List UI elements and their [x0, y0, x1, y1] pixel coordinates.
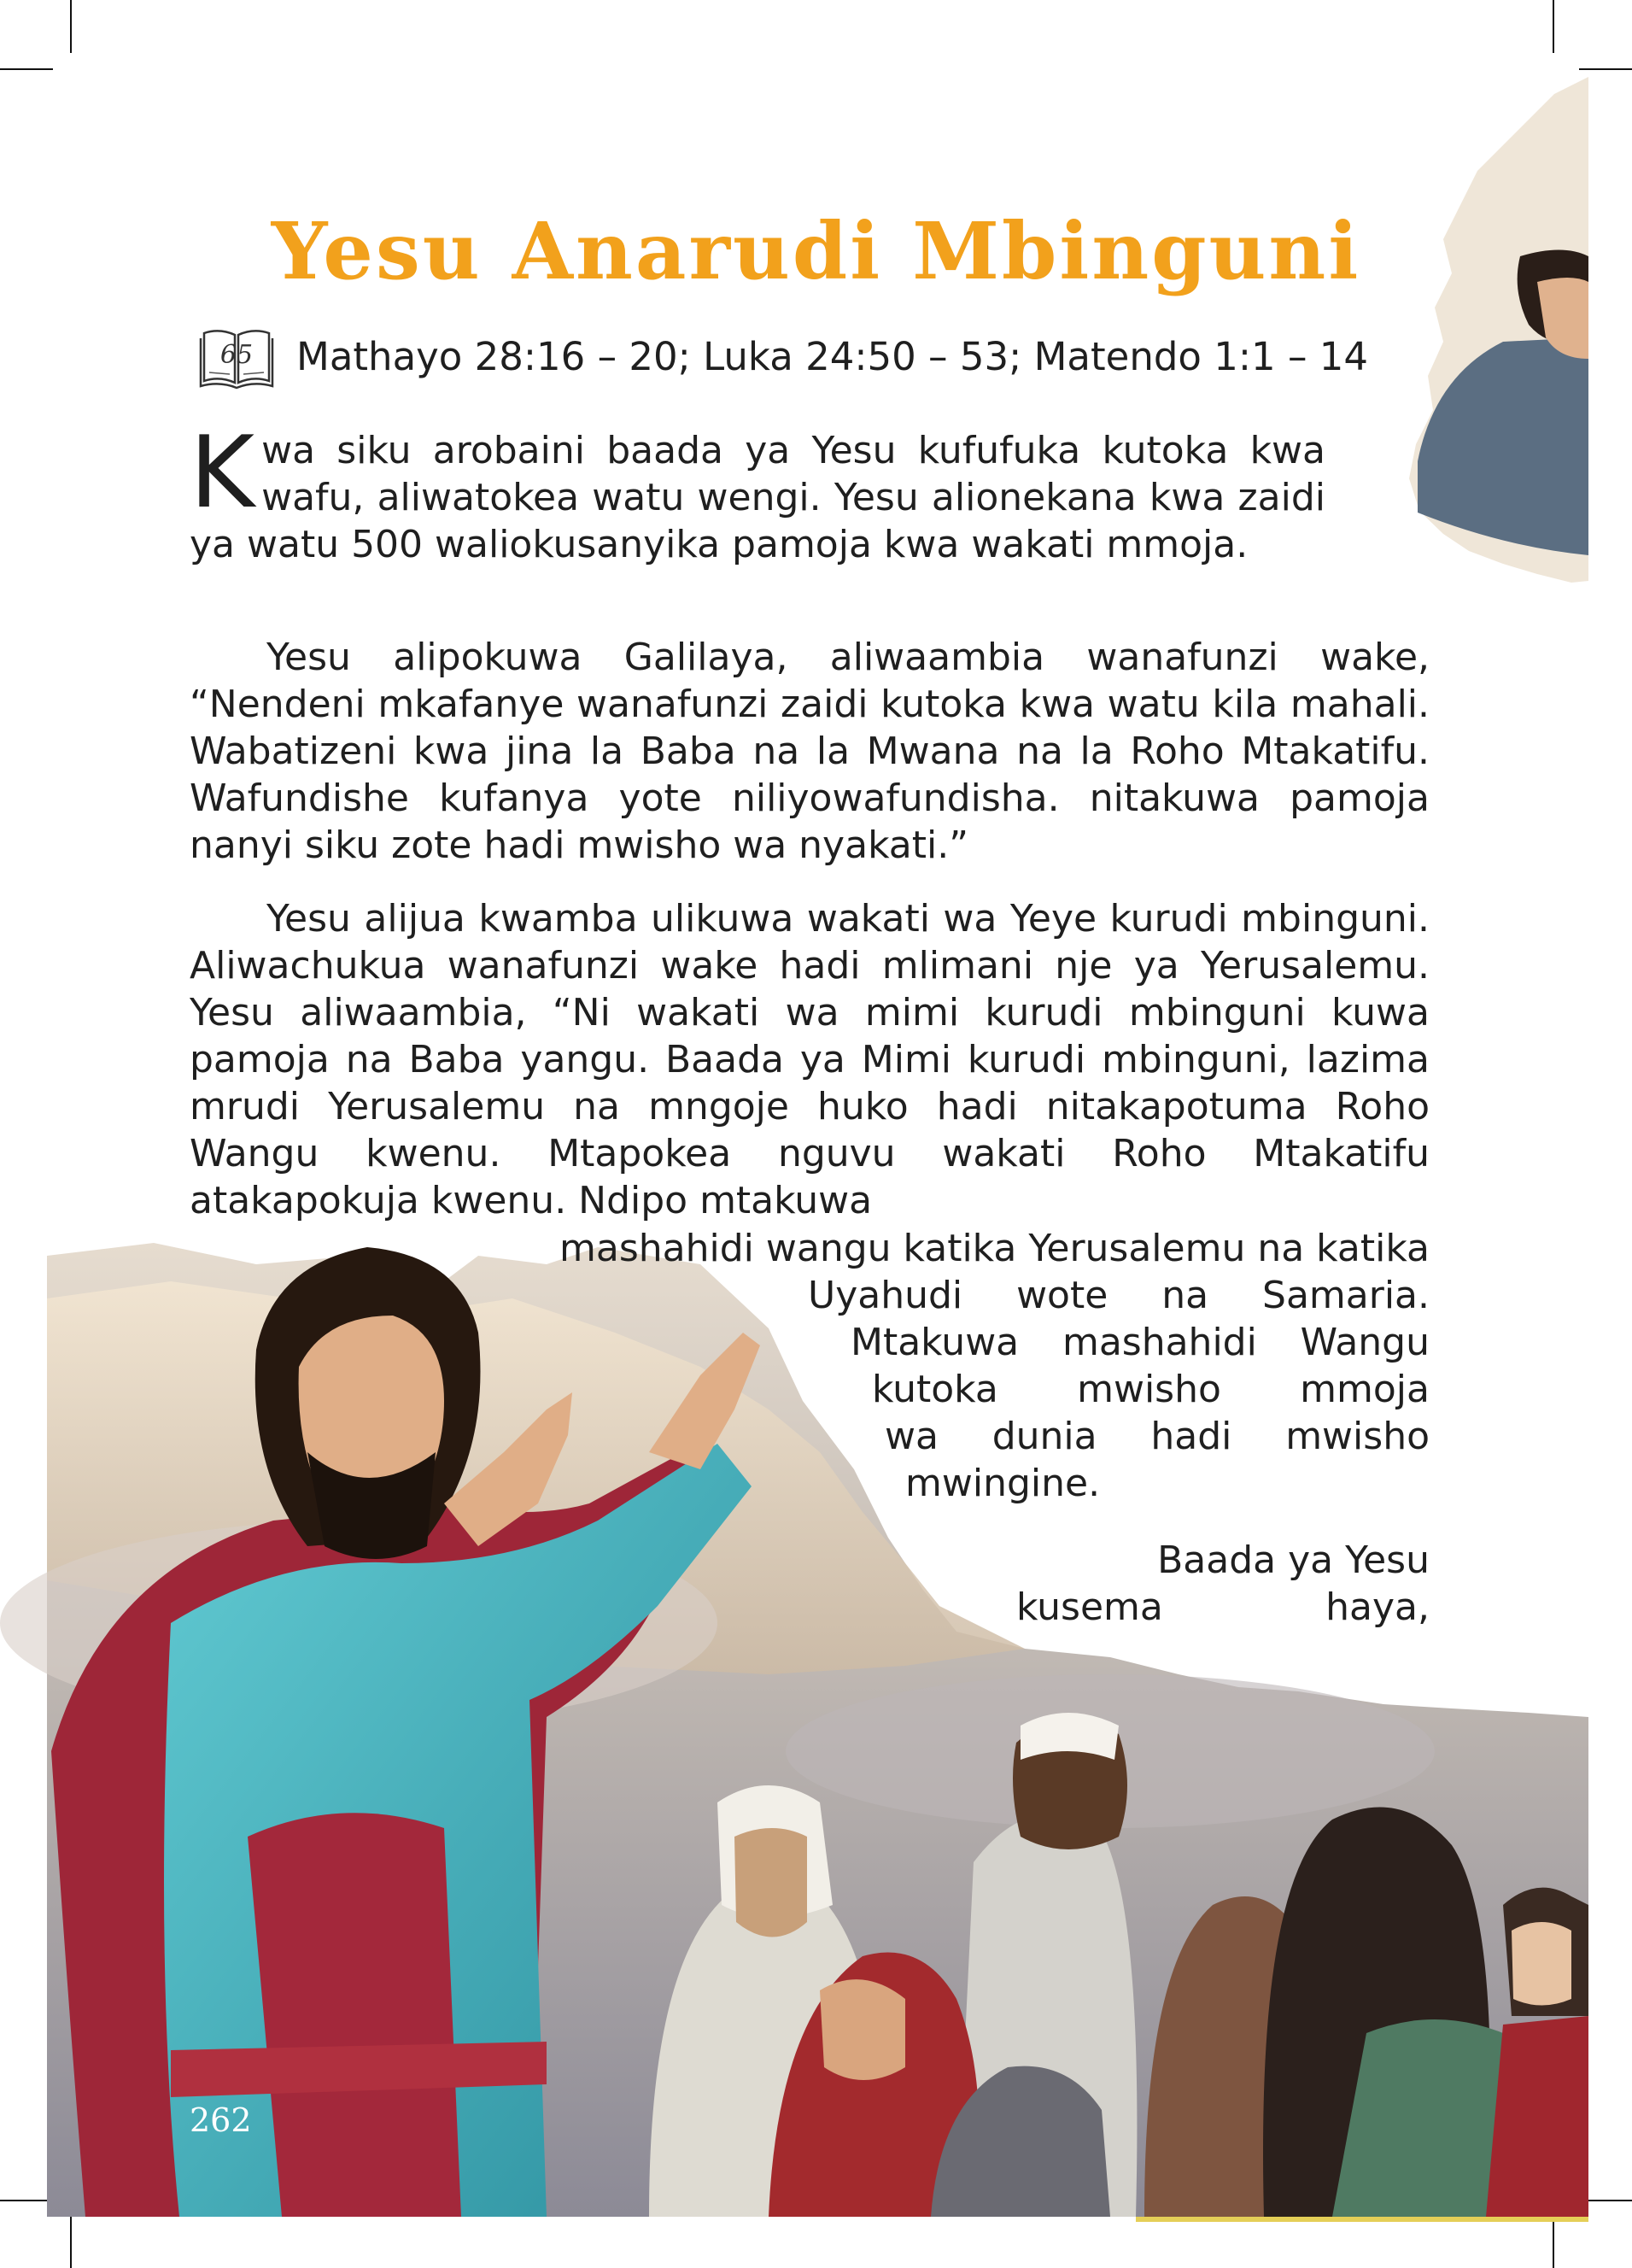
- paragraph-3-line: Uyahudi wote na Samaria.: [808, 1274, 1430, 1317]
- paragraph-3-line: kutoka mwisho mmoja: [872, 1368, 1430, 1411]
- page-number: 262: [190, 2101, 252, 2139]
- drop-cap: K: [190, 415, 255, 530]
- scripture-reference: [199, 320, 1368, 393]
- paragraph-4-line: Baada ya Yesu: [1157, 1538, 1430, 1582]
- paragraph-3-line: wa dunia hadi mwisho: [885, 1415, 1430, 1458]
- paragraph-3-line: Mtakuwa mashahidi Wangu: [851, 1321, 1430, 1364]
- paragraph-3: Yesu alijua kwamba ulikuwa wakati wa Yeye kurudi mbinguni. Aliwachukua wanafunzi wake hadi mlimani nje ya Yerusalemu. Yesu aliwaambia, “Ni wakati wa mimi kurudi mbinguni kuwa pamoja na Baba yangu. Baada ya Mimi kurudi mbinguni, lazima mrudi Yerusalemu na mngoje huko hadi nitakapotuma Roho Wangu kwenu. Mtapokea nguvu wakati Roho Mtakatifu atakapokuja kwenu. Ndipo mtakuwa: [190, 897, 1430, 1222]
- top-right-vignette: [1409, 77, 1588, 583]
- scripture-text: Mathayo 28:16 – 20; Luka 24:50 – 53; Matendo 1:1 – 14: [296, 334, 1369, 379]
- paragraph-3-line: mwingine.: [905, 1462, 1101, 1505]
- paragraph-2: Yesu alipokuwa Galilaya, aliwaambia wanafunzi wake, “Nendeni mkafanye wanafunzi zaidi kutoka kwa watu kila mahali. Wabatizeni kwa jina la Baba na la Mwana na la Roho Mtakatifu. Wafundishe kufanya yote niliyowafundisha. nitakuwa pamoja nanyi siku zote hadi mwisho wa nyakati.”: [190, 636, 1430, 867]
- page-title: Yesu Anarudi Mbinguni: [271, 205, 1361, 297]
- paragraph-1-text: wa siku arobaini baada ya Yesu kufufuka kutoka kwa wafu, aliwatokea watu wengi. Yesu alionekana kwa zaidi ya watu 500 waliokusanyika pamoja kwa wakati mmoja.: [190, 429, 1325, 566]
- reading-number: 65: [219, 339, 254, 370]
- paragraph-1: [190, 415, 1325, 568]
- paragraph-3-line: mashahidi wangu katika Yerusalemu na katika: [559, 1227, 1430, 1270]
- paragraph-4-line: kusema haya,: [1016, 1585, 1430, 1629]
- open-book-icon: [199, 325, 274, 390]
